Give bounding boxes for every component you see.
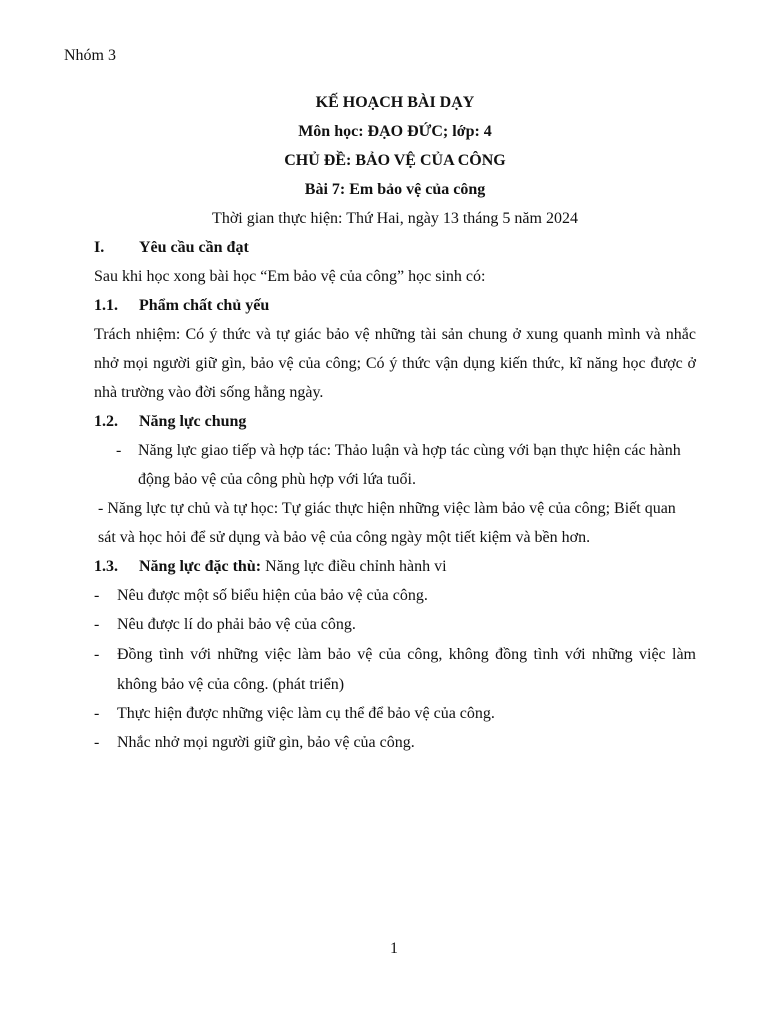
section-1-1-heading: Phẩm chất chủ yếu bbox=[139, 297, 270, 314]
topic-line: CHỦ ĐỀ: BẢO VỆ CỦA CÔNG bbox=[284, 152, 506, 169]
paragraph-line: nhà trường vào đời sống hằng ngày. bbox=[94, 384, 324, 401]
section-1-2-heading: Năng lực chung bbox=[139, 413, 247, 430]
list-item-continuation: động bảo vệ của công phù hợp với lứa tuổi. bbox=[138, 471, 416, 488]
list-bullet: - bbox=[94, 646, 100, 663]
list-item: Nêu được lí do phải bảo vệ của công. bbox=[117, 616, 356, 633]
list-bullet: - bbox=[116, 442, 122, 459]
section-1-2-number: 1.2. bbox=[94, 413, 118, 430]
section-1-3-heading bbox=[139, 558, 447, 576]
list-bullet: - bbox=[94, 734, 100, 751]
section-1-1-number: 1.1. bbox=[94, 297, 118, 314]
list-item-continuation: sát và học hỏi để sử dụng và bảo vệ của công ngày một tiết kiệm và bền hơn. bbox=[98, 529, 591, 546]
list-item: Nhắc nhở mọi người giữ gìn, bảo vệ của công. bbox=[117, 734, 415, 751]
list-item: Thực hiện được những việc làm cụ thể để bảo vệ của công. bbox=[117, 705, 495, 722]
plan-title: KẾ HOẠCH BÀI DẠY bbox=[315, 94, 475, 111]
section-1-heading: Yêu cầu cần đạt bbox=[139, 239, 249, 256]
list-bullet: - bbox=[94, 616, 100, 633]
list-bullet: - bbox=[94, 587, 100, 604]
list-item: Năng lực giao tiếp và hợp tác: Thảo luận và hợp tác cùng với bạn thực hiện các hành bbox=[138, 442, 681, 459]
list-item-continuation: không bảo vệ của công. (phát triển) bbox=[117, 676, 345, 693]
list-bullet: - bbox=[94, 705, 100, 722]
subject-line: Môn học: ĐẠO ĐỨC; lớp: 4 bbox=[298, 123, 492, 140]
page-number: 1 bbox=[390, 940, 398, 957]
section-1-number: I. bbox=[94, 239, 105, 256]
paragraph-line: Trách nhiệm: Có ý thức và tự giác bảo vệ những tài sản chung ở xung quanh mình và nhắc bbox=[94, 326, 696, 343]
list-item: Nêu được một số biểu hiện của bảo vệ của công. bbox=[117, 587, 428, 604]
section-1-intro: Sau khi học xong bài học “Em bảo vệ của công” học sinh có: bbox=[94, 268, 486, 285]
section-1-3-heading-rest: Năng lực điều chỉnh hành vi bbox=[261, 558, 447, 575]
list-item: - Năng lực tự chủ và tự học: Tự giác thực hiện những việc làm bảo vệ của công; Biết quan bbox=[98, 500, 676, 517]
group-label: Nhóm 3 bbox=[64, 47, 116, 64]
schedule-line: Thời gian thực hiện: Thứ Hai, ngày 13 tháng 5 năm 2024 bbox=[212, 210, 578, 227]
lesson-title: Bài 7: Em bảo vệ của công bbox=[304, 181, 486, 198]
section-1-3-number: 1.3. bbox=[94, 558, 118, 575]
section-1-3-heading-bold: Năng lực đặc thù: bbox=[139, 558, 262, 575]
list-item: Đồng tình với những việc làm bảo vệ của công, không đồng tình với những việc làm bbox=[117, 646, 696, 663]
paragraph-line: nhở mọi người giữ gìn, bảo vệ của công; Có ý thức vận dụng kiến thức, kĩ năng học được ở bbox=[94, 355, 696, 372]
